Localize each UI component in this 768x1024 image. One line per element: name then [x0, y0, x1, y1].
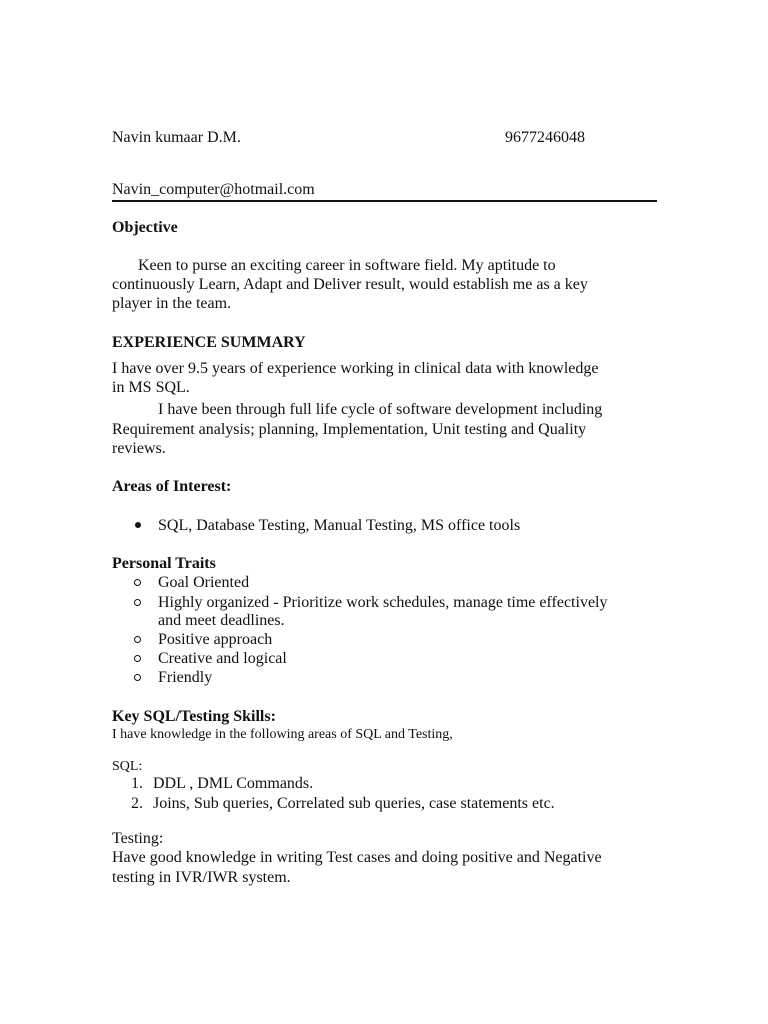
trait-item: Positive approach [158, 631, 273, 648]
experience-line: in MS SQL. [112, 379, 190, 396]
trait-item: Friendly [158, 669, 213, 686]
header-divider [112, 200, 657, 202]
experience-line: I have over 9.5 years of experience working in clinical data with knowledge [112, 360, 599, 377]
bullet-circle-icon [134, 599, 141, 606]
experience-line: Requirement analysis; planning, Implementation, Unit testing and Quality [112, 421, 587, 438]
list-number: 1. [131, 775, 143, 792]
bullet-circle-icon [134, 636, 141, 643]
trait-item: Creative and logical [158, 650, 287, 667]
bullet-circle-icon [134, 579, 141, 586]
experience-line: reviews. [112, 440, 166, 457]
trait-item: Highly organized - Prioritize work schedules, manage time effectively [158, 594, 608, 611]
testing-label: Testing: [112, 830, 164, 847]
objective-line: player in the team. [112, 295, 232, 312]
testing-line: testing in IVR/IWR system. [112, 869, 291, 886]
bullet-dot-icon [135, 522, 141, 528]
sql-item: DDL , DML Commands. [153, 775, 314, 792]
traits-heading: Personal Traits [112, 555, 216, 572]
trait-item-continued: and meet deadlines. [158, 612, 285, 629]
skills-intro: I have knowledge in the following areas of SQL and Testing, [112, 727, 453, 742]
objective-heading: Objective [112, 219, 178, 236]
testing-line: Have good knowledge in writing Test cases and doing positive and Negative [112, 849, 602, 866]
bullet-circle-icon [134, 674, 141, 681]
sql-label: SQL: [112, 759, 143, 774]
interests-heading: Areas of Interest: [112, 478, 232, 495]
email-address: Navin_computer@hotmail.com [112, 181, 315, 198]
trait-item: Goal Oriented [158, 574, 250, 591]
phone-number: 9677246048 [505, 129, 585, 146]
objective-line: Keen to purse an exciting career in software field. My aptitude to [138, 257, 556, 274]
bullet-circle-icon [134, 655, 141, 662]
sql-item: Joins, Sub queries, Correlated sub queries, case statements etc. [153, 795, 555, 812]
experience-heading: EXPERIENCE SUMMARY [112, 334, 306, 351]
objective-line: continuously Learn, Adapt and Deliver result, would establish me as a key [112, 276, 588, 293]
skills-heading: Key SQL/Testing Skills: [112, 708, 276, 725]
list-number: 2. [131, 795, 143, 812]
experience-line: I have been through full life cycle of software development including [158, 401, 603, 418]
candidate-name: Navin kumaar D.M. [112, 129, 241, 146]
interest-item: SQL, Database Testing, Manual Testing, MS office tools [158, 517, 521, 534]
